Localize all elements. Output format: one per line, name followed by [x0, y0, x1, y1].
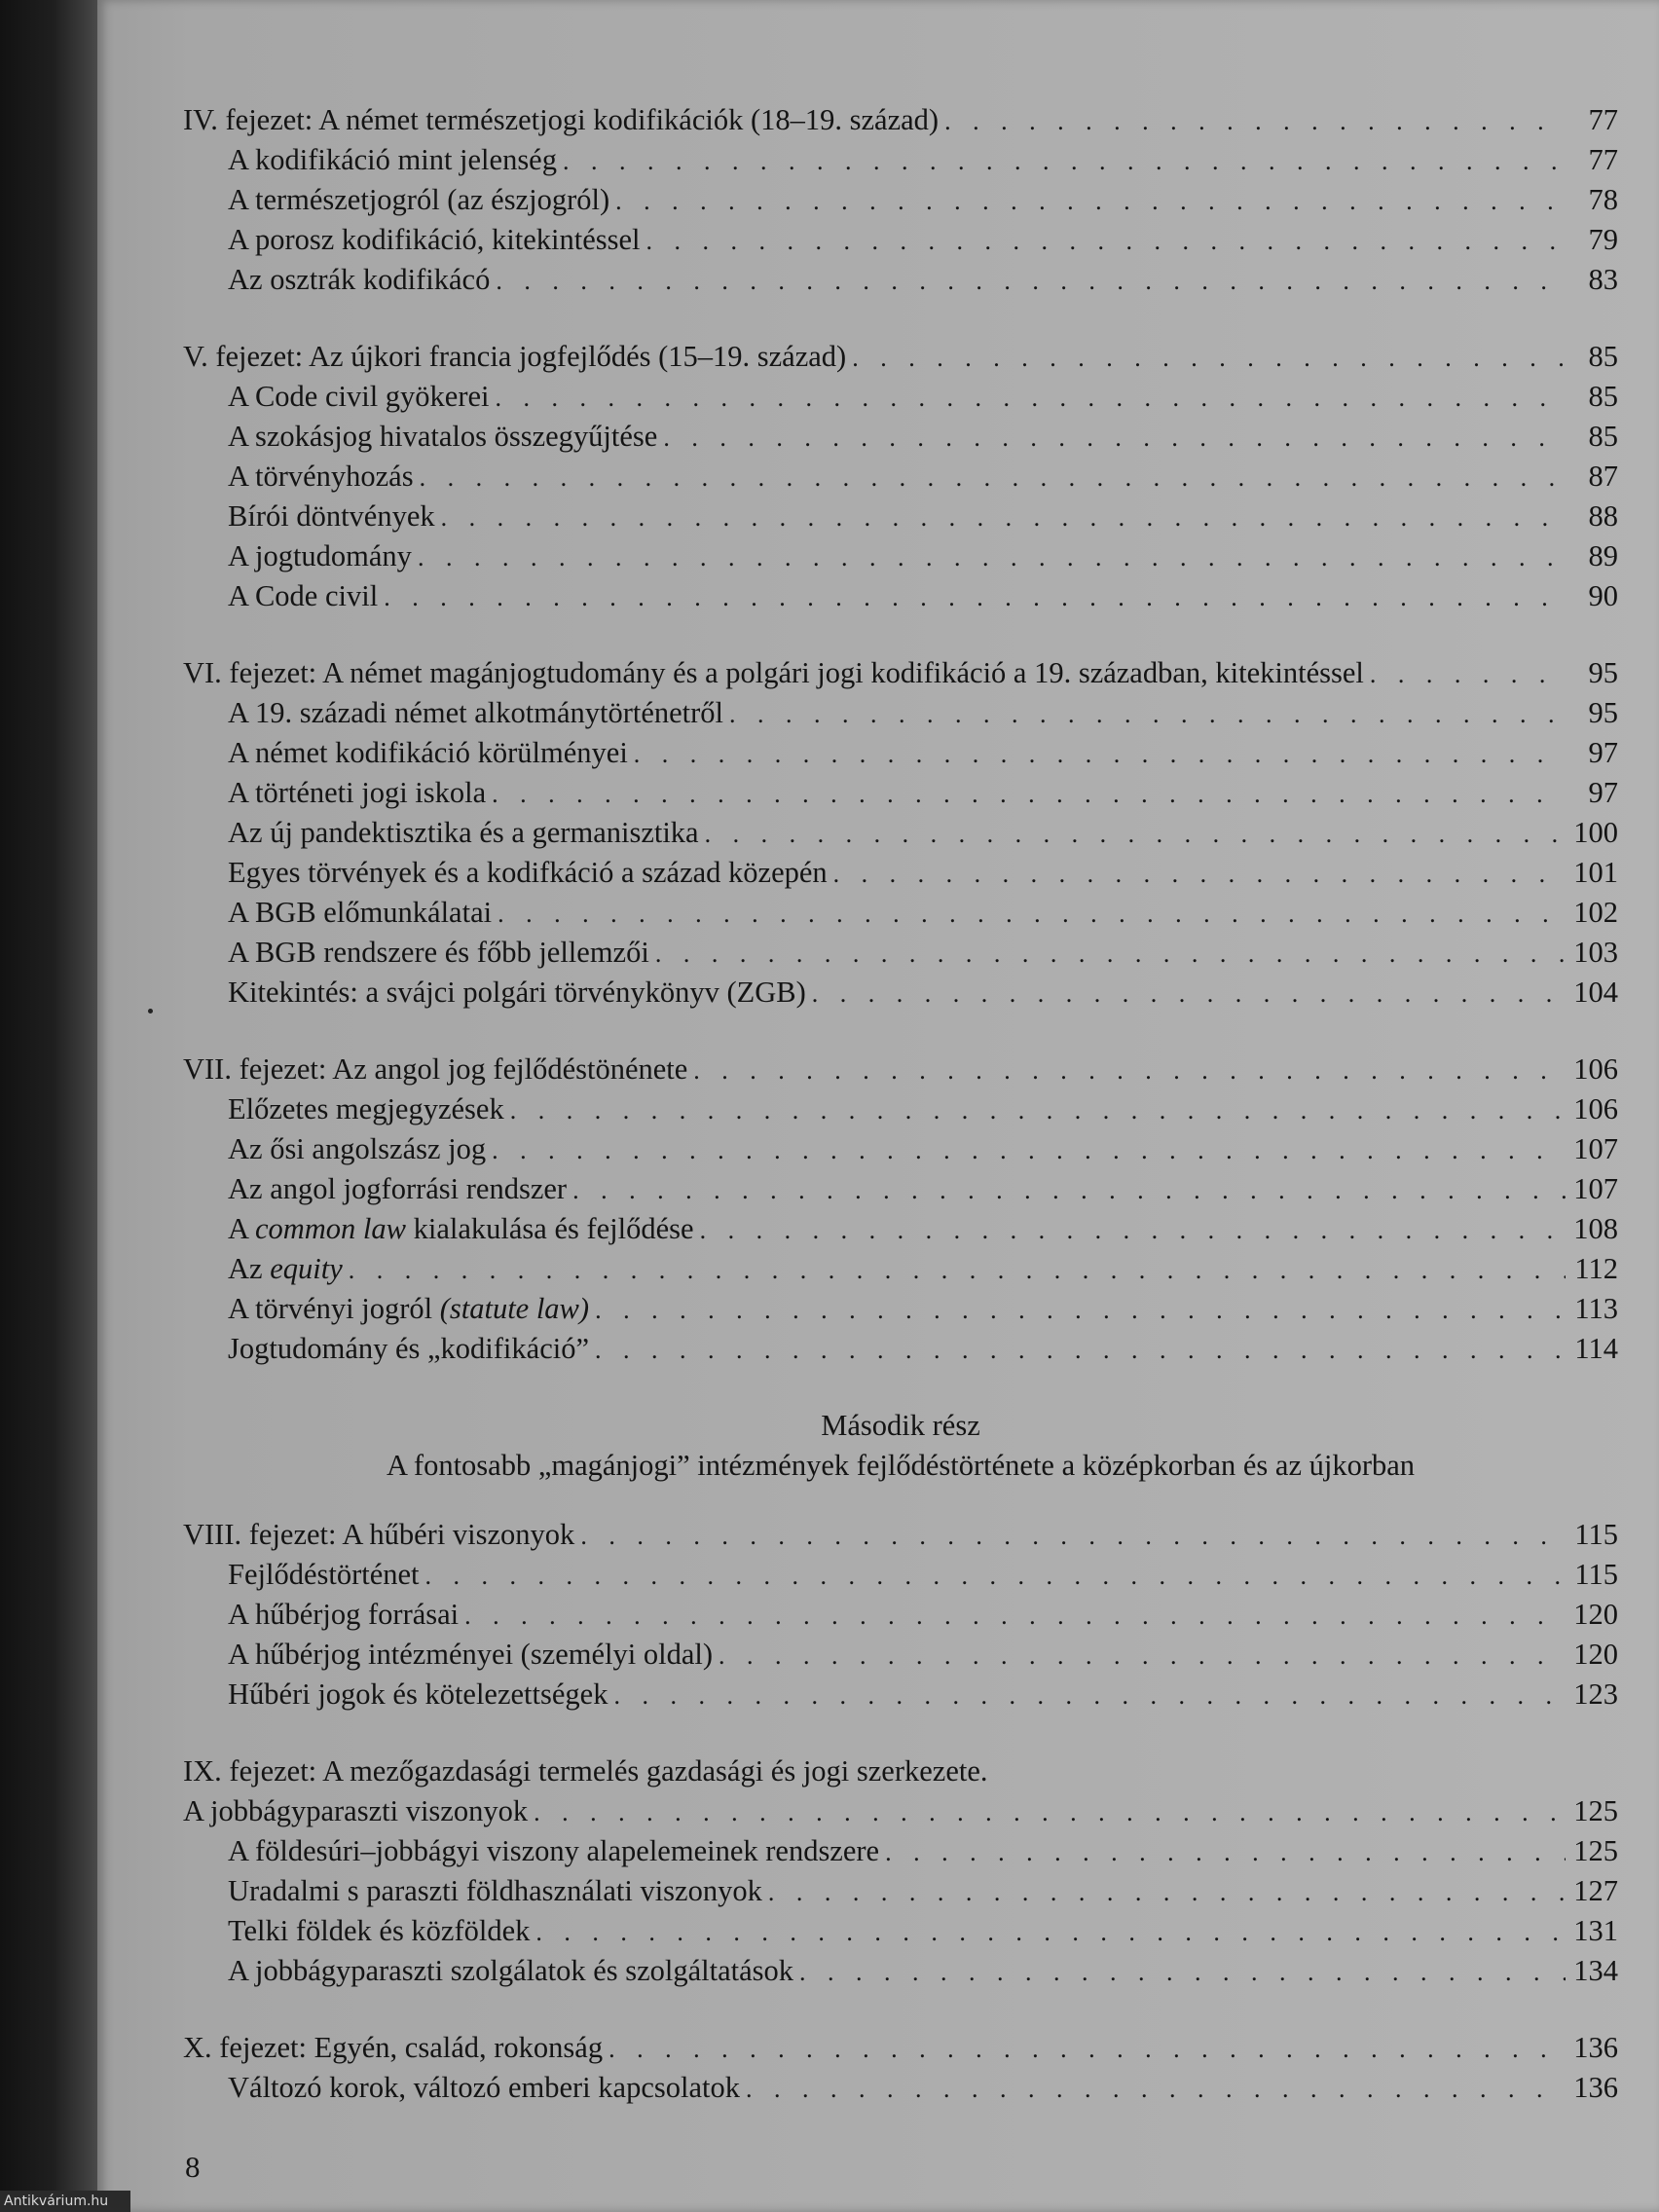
entry-title: Az angol jogforrási rendszer: [228, 1172, 568, 1205]
chapter-title: VII. fejezet: Az angol jog fejlődéstönénete: [183, 1052, 688, 1086]
entry-title: [228, 1289, 589, 1329]
toc-entry: [183, 1329, 1618, 1369]
chapter-row: [183, 2028, 1618, 2068]
entry-title: Uradalmi s paraszti földhasználati viszonyok: [228, 1874, 762, 1907]
dot-leader: [768, 1872, 1566, 1912]
toc-section-v: [183, 337, 1618, 616]
toc-entry: [183, 1911, 1618, 1951]
page-number: 78: [1588, 183, 1618, 216]
page-number: 125: [1573, 1794, 1618, 1827]
page-number: 120: [1573, 1638, 1618, 1671]
toc-entry: [183, 576, 1618, 616]
page-number: 104: [1573, 976, 1618, 1009]
dot-leader: [700, 1210, 1566, 1250]
entry-title-italic: equity: [270, 1252, 343, 1285]
entry-title: A jogtudomány: [228, 539, 412, 572]
dot-leader: [608, 2029, 1566, 2069]
entry-title: A BGB rendszere és főbb jellemzői: [228, 936, 649, 969]
entry-title: Változó korok, változó emberi kapcsolatok: [228, 2071, 740, 2104]
stray-dot: [148, 1009, 153, 1014]
page-number: 112: [1574, 1252, 1618, 1285]
dot-leader: [418, 537, 1566, 577]
entry-title: Kitekintés: a svájci polgári törvénykönyv (ZGB): [228, 976, 806, 1009]
chapter-row: [183, 653, 1618, 693]
toc-entry: [183, 457, 1618, 497]
dot-leader: [498, 894, 1566, 934]
toc-entry: [183, 1129, 1618, 1169]
entry-title: A hűbérjog forrásai: [228, 1598, 460, 1631]
dot-leader: [349, 1250, 1566, 1290]
toc-entry: [183, 813, 1618, 853]
entry-title: A Code civil gyökerei: [228, 380, 490, 413]
entry-title: A szokásjog hivatalos összegyűjtése: [228, 420, 658, 453]
entry-title-pre: A törvényi jogról: [228, 1292, 440, 1325]
chapter-title: X. fejezet: Egyén, család, rokonság: [183, 2031, 604, 2064]
page-number: 134: [1573, 1954, 1618, 1987]
toc-entry: [183, 893, 1618, 933]
page-number: 127: [1573, 1874, 1618, 1907]
page-number: 87: [1588, 460, 1618, 493]
entry-title: A történeti jogi iskola: [228, 776, 487, 809]
chapter-title: IX. fejezet: A mezőgazdasági termelés gazdasági és jogi szerkezete.: [183, 1754, 988, 1788]
page-number: 106: [1573, 1092, 1618, 1125]
dot-leader: [384, 577, 1566, 617]
toc-entry: [183, 377, 1618, 417]
dot-leader: [615, 181, 1566, 221]
dot-leader: [510, 1090, 1566, 1130]
toc-entry: [183, 1555, 1618, 1595]
page-number: 102: [1573, 896, 1618, 929]
page-number: 77: [1588, 143, 1618, 176]
toc-section-iv: [183, 100, 1618, 300]
part-title: A fontosabb „magánjogi” intézmények fejlődéstörténete a középkorban és az újkorban: [386, 1449, 1416, 1482]
page-number: 83: [1588, 263, 1618, 296]
entry-title: A BGB előmunkálatai: [228, 896, 493, 929]
toc-section-vii: [183, 1050, 1618, 1369]
toc-entry: [183, 180, 1618, 220]
page-number: 136: [1573, 2071, 1618, 2104]
toc-entry: [183, 1209, 1618, 1249]
entry-title-pre: A: [228, 1212, 255, 1245]
entry-title: Az ősi angolszász jog: [228, 1132, 487, 1165]
dot-leader: [646, 221, 1566, 261]
dot-leader: [595, 1290, 1566, 1330]
chapter-title: V. fejezet: Az újkori francia jogfejlődés (15–19. század): [183, 340, 847, 373]
toc-section-x: [183, 2028, 1618, 2108]
page-number: 114: [1574, 1332, 1618, 1365]
entry-title: Fejlődéstörténet: [228, 1558, 420, 1591]
toc-entry: [183, 1871, 1618, 1911]
page-number: 95: [1588, 656, 1618, 689]
dot-leader: [496, 261, 1566, 301]
part-heading: [183, 1406, 1618, 1486]
watermark: Antikvárium.hu: [0, 2191, 130, 2212]
chapter-row: [183, 1515, 1618, 1555]
toc-section-ix: [183, 1751, 1618, 1991]
toc-entry: [183, 417, 1618, 457]
page-number: 89: [1588, 539, 1618, 572]
page-number: 97: [1588, 776, 1618, 809]
dot-leader: [693, 1051, 1566, 1090]
dot-leader: [595, 1330, 1566, 1370]
toc-entry: [183, 1249, 1618, 1289]
page-number: 103: [1573, 936, 1618, 969]
page-number: 88: [1588, 499, 1618, 533]
dot-leader: [812, 974, 1566, 1014]
entry-title: A természetjogról (az észjogról): [228, 183, 610, 216]
toc-entry: [183, 2068, 1618, 2108]
page-number: 106: [1573, 1052, 1618, 1086]
toc-entry: [183, 733, 1618, 773]
dot-leader: [885, 1832, 1566, 1872]
dot-leader: [1370, 654, 1566, 694]
page-number: 85: [1588, 340, 1618, 373]
entry-title: A törvényhozás: [228, 460, 414, 493]
entry-title: A Code civil: [228, 579, 379, 612]
chapter-title-cont: A jobbágyparaszti viszonyok: [183, 1794, 529, 1827]
dot-leader: [655, 934, 1566, 974]
chapter-title: IV. fejezet: A német természetjogi kodifikációk (18–19. század): [183, 103, 940, 136]
page-number: 85: [1588, 380, 1618, 413]
entry-title-italic: (statute law): [439, 1292, 590, 1325]
entry-title: [228, 1249, 343, 1289]
entry-title: A kodifikáció mint jelenség: [228, 143, 557, 176]
page-number: 97: [1588, 736, 1618, 769]
page-number: 85: [1588, 420, 1618, 453]
chapter-title: VIII. fejezet: A hűbéri viszonyok: [183, 1518, 575, 1551]
toc-entry: [183, 497, 1618, 536]
chapter-row: [183, 1791, 1618, 1831]
toc-section-viii: [183, 1515, 1618, 1714]
entry-title: A jobbágyparaszti szolgálatok és szolgáltatások: [228, 1954, 794, 1987]
toc-entry: [183, 1951, 1618, 1991]
entry-title: [228, 1209, 694, 1249]
chapter-row: [183, 1050, 1618, 1089]
page-number: 131: [1573, 1914, 1618, 1947]
book-binding: [0, 0, 97, 2212]
toc-entry: [183, 1169, 1618, 1209]
dot-leader: [799, 1952, 1566, 1992]
entry-title: A hűbérjog intézményei (személyi oldal): [228, 1638, 714, 1671]
dot-leader: [464, 1596, 1566, 1636]
entry-title: A porosz kodifikáció, kitekintéssel: [228, 223, 641, 256]
chapter-row: [183, 337, 1618, 377]
dot-leader: [563, 141, 1566, 181]
entry-title: Telki földek és közföldek: [228, 1914, 531, 1947]
page-number: 136: [1573, 2031, 1618, 2064]
entry-title-pre: Az: [228, 1252, 271, 1285]
dot-leader: [496, 378, 1566, 418]
toc-section-vi: [183, 653, 1618, 1013]
dot-leader: [705, 814, 1566, 854]
page-number: 115: [1574, 1558, 1618, 1591]
dot-leader: [535, 1912, 1566, 1952]
dot-leader: [572, 1170, 1566, 1210]
dot-leader: [746, 2069, 1566, 2109]
toc-entry: [183, 933, 1618, 973]
toc-entry: [183, 140, 1618, 180]
table-of-contents: [183, 100, 1618, 2145]
toc-entry: [183, 693, 1618, 733]
dot-leader: [613, 1676, 1566, 1715]
dot-leader: [852, 338, 1566, 378]
dot-leader: [833, 854, 1566, 894]
dot-leader: [719, 1636, 1566, 1676]
dot-leader: [534, 1792, 1566, 1832]
part-label: Második rész: [821, 1409, 980, 1442]
dot-leader: [729, 694, 1566, 734]
toc-entry: [183, 1289, 1618, 1329]
page-number: 101: [1573, 856, 1618, 889]
entry-title-italic: common law: [254, 1212, 407, 1245]
page-number: 123: [1573, 1677, 1618, 1711]
entry-title: A 19. századi német alkotmánytörténetről: [228, 696, 724, 729]
page-number: 100: [1573, 816, 1618, 849]
page-number: 79: [1588, 223, 1618, 256]
entry-title: Hűbéri jogok és kötelezettségek: [228, 1677, 608, 1711]
page-number: 77: [1588, 103, 1618, 136]
entry-title-post: kialakulása és fejlődése: [406, 1212, 694, 1245]
page-footer-number: 8: [185, 2150, 201, 2184]
entry-title: Az új pandektisztika és a germanisztika: [228, 816, 699, 849]
entry-title: Jogtudomány és „kodifikáció”: [228, 1332, 589, 1365]
page-number: 115: [1574, 1518, 1618, 1551]
dot-leader: [441, 498, 1566, 537]
chapter-row: [183, 100, 1618, 140]
chapter-title: VI. fejezet: A német magánjogtudomány és a polgári jogi kodifikáció a 19. században, kitekintéssel: [183, 656, 1364, 689]
page-number: 113: [1574, 1292, 1618, 1325]
entry-title: Az osztrák kodifikácó: [228, 263, 491, 296]
dot-leader: [634, 734, 1566, 774]
chapter-row-line1: [183, 1751, 1618, 1791]
page-number: 120: [1573, 1598, 1618, 1631]
dot-leader: [492, 774, 1566, 814]
page-number: 125: [1573, 1834, 1618, 1867]
dot-leader: [663, 418, 1566, 458]
toc-entry: [183, 220, 1618, 260]
dot-leader: [425, 1556, 1566, 1596]
toc-entry: [183, 1089, 1618, 1129]
entry-title: A földesúri–jobbágyi viszony alapelemeinek rendszere: [228, 1834, 880, 1867]
toc-entry: [183, 853, 1618, 893]
toc-entry: [183, 536, 1618, 576]
toc-entry: [183, 973, 1618, 1013]
toc-entry: [183, 260, 1618, 300]
entry-title: Egyes törvények és a kodifkáció a század közepén: [228, 856, 828, 889]
entry-title: Bírói döntvények: [228, 499, 435, 533]
page-number: 95: [1588, 696, 1618, 729]
dot-leader: [492, 1130, 1566, 1170]
page-number: 108: [1573, 1212, 1618, 1245]
page-number: 90: [1588, 579, 1618, 612]
dot-leader: [420, 458, 1566, 498]
toc-entry: [183, 1675, 1618, 1714]
toc-entry: [183, 1635, 1618, 1675]
entry-title: Előzetes megjegyzések: [228, 1092, 504, 1125]
entry-title: A német kodifikáció körülményei: [228, 736, 628, 769]
toc-entry: [183, 773, 1618, 813]
toc-entry: [183, 1831, 1618, 1871]
page-number: 107: [1573, 1132, 1618, 1165]
dot-leader: [944, 101, 1566, 141]
dot-leader: [580, 1516, 1566, 1556]
page-number: 107: [1573, 1172, 1618, 1205]
toc-entry: [183, 1595, 1618, 1635]
